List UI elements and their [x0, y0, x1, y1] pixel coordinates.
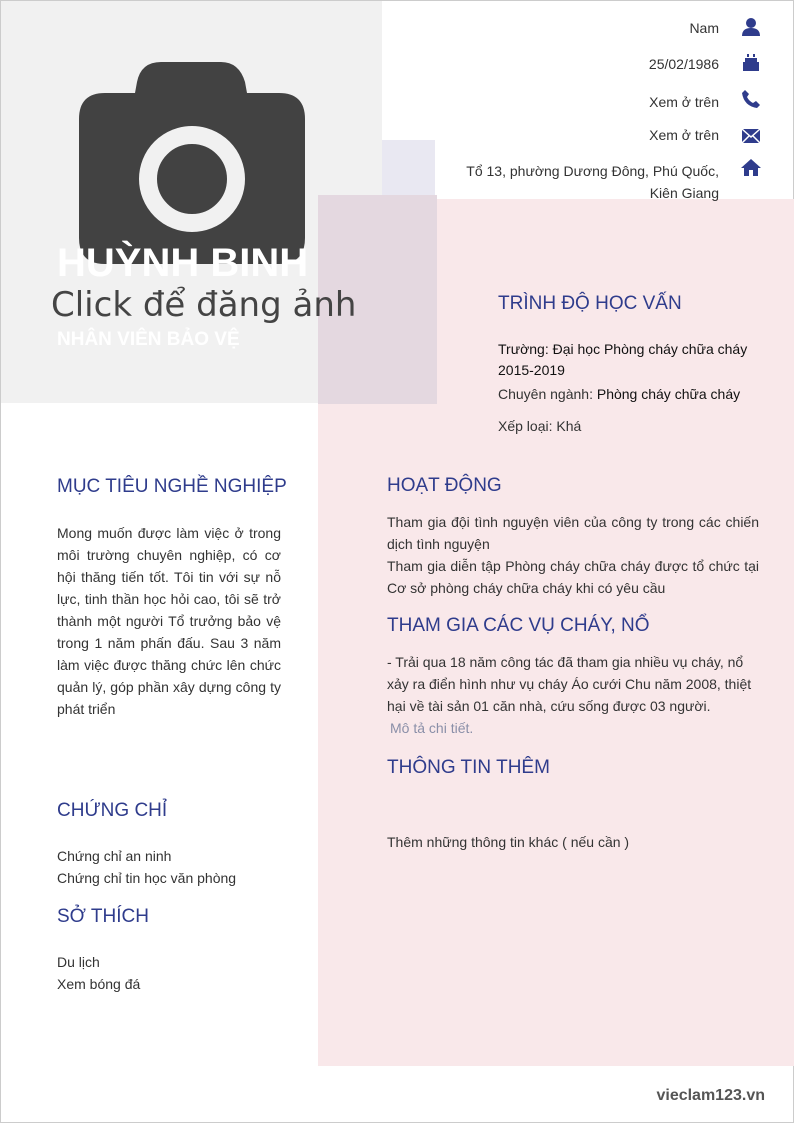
- activities-list: [387, 511, 759, 599]
- major-value: Phòng cháy chữa cháy: [596, 386, 741, 402]
- extra-text: Thêm những thông tin khác ( nếu cần ): [387, 834, 630, 850]
- objective-text: Mong muốn được làm việc ở trong môi trường chuyên nghiệp, có cơ hội thăng tiến tốt. Tôi tin với sự nỗ lực, tinh thần học hỏi cao, tôi sẽ trở thành một người Tổ trưởng bảo vệ trong 1 năm phấn đấu. Sau 3 năm làm việc được thăng chức lên chức quản lý, góp phần xây dựng công ty phát triển: [57, 525, 281, 717]
- certificate-item: Chứng chỉ tin học văn phòng: [57, 870, 237, 886]
- education-school: Trường: Đại học Phòng cháy chữa cháy: [498, 341, 748, 357]
- activities-heading: HOẠT ĐỘNG: [387, 475, 502, 496]
- education-grade: Xếp loại: Khá: [498, 418, 582, 434]
- hobbies-heading: SỞ THÍCH: [57, 906, 149, 927]
- hobby-item: Xem bóng đá: [57, 976, 141, 992]
- user-icon: [741, 17, 761, 37]
- activity-item: Tham gia đội tình nguyện viên của công ty trong các chiến dịch tình nguyện: [387, 514, 759, 552]
- fires-heading: THAM GIA CÁC VỤ CHÁY, NỔ: [387, 615, 650, 636]
- upload-photo-label[interactable]: Click để đăng ảnh: [51, 285, 357, 325]
- extra-heading: THÔNG TIN THÊM: [387, 757, 550, 778]
- fires-text: - Trải qua 18 năm công tác đã tham gia nhiều vụ cháy, nổ xảy ra điển hình như vụ cháy Áo cưới Chu năm 2008, thiệt hại về tài sản 01 căn nhà, cứu sống được 03 người.: [387, 654, 752, 714]
- phone-icon: [741, 89, 761, 109]
- job-title: NHÂN VIÊN BẢO VỆ: [57, 329, 240, 350]
- cake-icon: [741, 53, 761, 73]
- candidate-name: HUỲNH BINH: [57, 241, 309, 285]
- home-icon: [741, 157, 761, 177]
- gender: Nam: [689, 20, 719, 36]
- activity-item: Tham gia diễn tập Phòng cháy chữa cháy được tổ chức tại Cơ sở phòng cháy chữa cháy khi có yêu cầu: [387, 558, 759, 596]
- birthday: 25/02/1986: [648, 56, 719, 72]
- address: Tổ 13, phường Dương Đông, Phú Quốc, Kiên Giang: [466, 163, 719, 201]
- education-major: [498, 383, 740, 405]
- phone: Xem ở trên: [649, 94, 719, 110]
- education-years: 2015-2019: [498, 362, 565, 378]
- education-heading: TRÌNH ĐỘ HỌC VẤN: [498, 293, 682, 314]
- envelope-icon: [741, 126, 761, 146]
- hobbies-list: [57, 951, 140, 995]
- major-label: Chuyên ngành:: [498, 386, 597, 402]
- objective-heading: MỤC TIÊU NGHỀ NGHIỆP: [57, 476, 287, 497]
- email: Xem ở trên: [649, 127, 719, 143]
- decor-block: [382, 140, 435, 200]
- fires-detail-link[interactable]: Mô tả chi tiết.: [390, 720, 474, 736]
- hobby-item: Du lịch: [57, 954, 100, 970]
- brand-watermark: vieclam123.vn: [656, 1087, 765, 1104]
- certificates-heading: CHỨNG CHỈ: [57, 800, 168, 821]
- certificates-list: [57, 845, 236, 889]
- certificate-item: Chứng chỉ an ninh: [57, 848, 172, 864]
